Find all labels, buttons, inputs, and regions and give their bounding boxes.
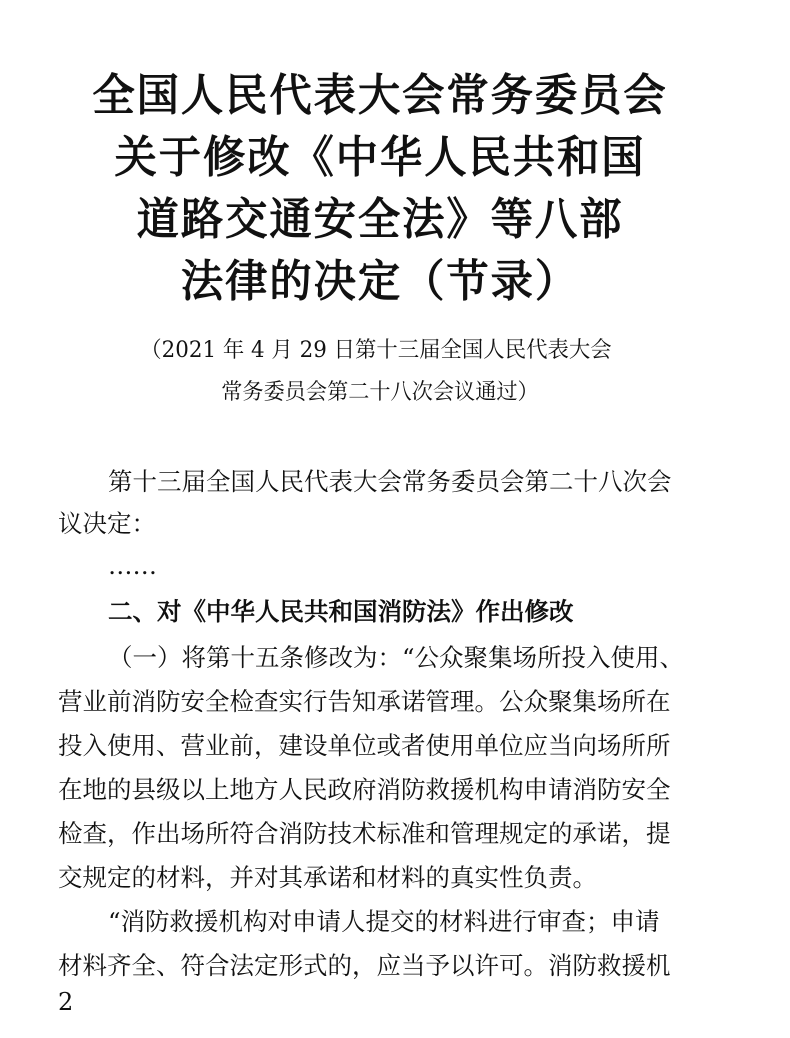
body-line-7: 投入使用、营业前，建设单位或者使用单位应当向场所所 — [58, 731, 671, 760]
title-line-4: 法律的决定（节录） — [180, 256, 580, 307]
body-line-10: 交规定的材料，并对其承诺和材料的真实性负责。 — [58, 863, 597, 892]
body-line-1: 第十三届全国人民代表大会常务委员会第二十八次会 — [108, 467, 672, 496]
body-line-6: 营业前消防安全检查实行告知承诺管理。公众聚集场所在 — [58, 687, 671, 716]
page-number: 2 — [58, 988, 74, 1016]
body-line-2: 议决定： — [58, 509, 156, 538]
title-line-2: 关于修改《中华人民共和国 — [114, 132, 646, 183]
body-line-11: “消防救援机构对申请人提交的材料进行审查；申请 — [108, 907, 660, 936]
section-heading: 二、对《中华人民共和国消防法》作出修改 — [108, 597, 574, 626]
body-line-8: 在地的县级以上地方人民政府消防救援机构申请消防安全 — [58, 775, 671, 804]
body-line-5: （一）将第十五条修改为：“公众聚集场所投入使用、 — [108, 643, 685, 672]
title-line-1: 全国人民代表大会常务委员会 — [92, 70, 668, 121]
subtitle-line-1: （2021 年 4 月 29 日第十三届全国人民代表大会 — [140, 338, 612, 363]
body-line-9: 检查，作出场所符合消防技术标准和管理规定的承诺，提 — [58, 819, 671, 848]
title-line-3: 道路交通安全法》等八部 — [136, 194, 624, 245]
body-ellipsis: …… — [108, 551, 157, 580]
subtitle-line-2: 常务委员会第二十八次会议通过） — [221, 380, 539, 405]
body-line-12: 材料齐全、符合法定形式的，应当予以许可。消防救援机 — [58, 951, 671, 980]
